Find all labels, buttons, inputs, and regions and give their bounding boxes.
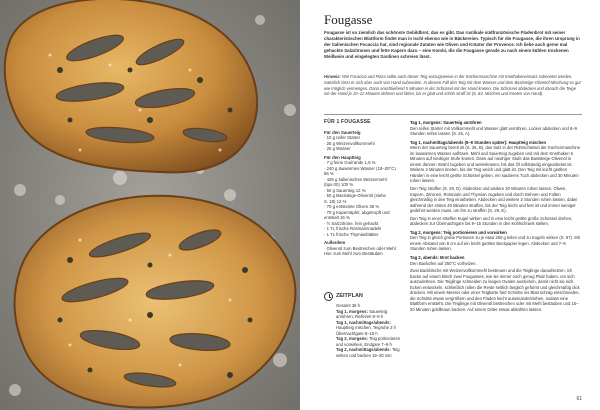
timeline-item-label: Tag 2, nachmittags/abends:: [336, 347, 391, 352]
ingredient-section-head: Außerdem: [324, 240, 346, 245]
recipe-intro: Fougasse ist so ziemlich das schönste Gebildbrot, das es gibt. Das rustikale südfranzösische Fladenbrot mit seiner charakteristischen Blattform findet man in Ischl ebenso wie in Bäckereien. Typisch für die Fougasse, die ihren Ursprung in der italienischen Focaccia hat, sind regionale Zutaten wie Oliven und Kräuter der Provence. Ich liebe auch gerne mal gehackte Salzzitronen und fette Kapern dazu – eine Kombi, die die Fougasse gerade zu nach einem kühlen trockenen Weißwein und eingelegten Sardinen schreien lässt.: [324, 30, 580, 59]
step-text: Den reifen Starter mit Vollkornmehl und Wasser glatt verrühren. Locker abdecken und 8–9 Stunden reifen lassen (S. 26, A).: [410, 125, 577, 137]
ingredient-item: · 240 g lauwarmes Wasser (18–20°C): [324, 165, 396, 171]
timeline-heading-label: ZEITPLAN: [336, 292, 363, 299]
fougasse-bottom: [15, 196, 296, 408]
ingredient-item: · 50 g Sauerteig 12 %: [324, 187, 366, 193]
ingredient-item: 56 %: [324, 171, 334, 176]
step-text: Wenn der Sauerteig bereit ist (S. 26, B), das Salz in der Rührschüssel der Küchenmaschine im lauwarmen Wasser auflösen. Mehl und Sauerteig zugeben und mit dem Knethaken 5 Minuten auf niedriger Stufe kneten. Dann auf niedriger Stufe das Basisteige-Olivenöl in einem dünnen Strahl zugeben und weiterkneten, bis das Öl vollständig eingearbeitet ist. Weitere 2 Minuten kneten, bis der Teig weich und glatt ist. Den Teig mit leicht geölten Händen in eine leicht geölte Schüssel geben, ein sauberes Tuch abdecken und 30 Minuten ruhen lassen.: [410, 145, 581, 184]
ingredient-section-head: Für den Sauerteig: [324, 129, 361, 135]
step-heading: Tag 1, nachmittags/abends (8–9 Stunden später): Hauptteig mischen: [410, 139, 547, 145]
timeline-item-label: Tag 2, morgens:: [336, 336, 369, 341]
instructions: [410, 120, 582, 316]
timeline: [324, 292, 404, 358]
note-label: Hinweis:: [324, 74, 341, 79]
ingredient-item: entstielt 16 %: [324, 215, 350, 220]
step: [410, 140, 582, 227]
step-heading: Tag 2, abends: Brot backen: [410, 255, 465, 261]
timeline-item-text: Teig portionieren und vorwirken, Endgare 7–9 h: [336, 336, 401, 347]
timeline-item-label: Tag 1, nachmittags/abends:: [336, 319, 391, 325]
ingredient-item: · ½ Salzzitrone, fein gehackt: [324, 220, 379, 226]
step: [410, 120, 582, 137]
step-text: Zwei Backbleche mit Weizenvollkornmehl bestreuen und die Teiglinge daraufsetzen, ich backe auf einem Blech zwei Fougasses, wie sie immer noch genug Platz haben, um sich auszudehnen. Die Teiglinge schneiden zu langen Ovalen ausziehen, damit nicht sie sich Ecken entwickeln, schließlich rollen die Reste seitlich länglich geformt und gleichmäßig dick drücken. Mit einem Messer oder einer Teigkarte fünf Schnitte ins Blatt schräg einschneiden, die Schnitte etwas vergrößern und den Fladen leicht auseinanderziehen, sodass eine Blattform entsteht. Die Teiglinge mit Olivenöl bestreichen oder mit Mehl bestäuben und 15–20 Minuten goldbraun backen. Auf einem Gitter etwas abkühlen lassen.: [410, 268, 580, 312]
timeline-item: [324, 347, 404, 358]
timeline-item-text: Sauerteig anrühren, Reifezeit 8–9 h: [336, 308, 388, 319]
ingredient-section-head: Für den Hauptteig: [324, 154, 361, 160]
step-heading: Tag 1, morgens: Sauerteig anrühren: [410, 120, 482, 125]
ingredient-item: · 50 g Basisteige-Olivenöl (siehe: [324, 193, 386, 198]
step-text: Den Teig in einer straffen Kugel wirken und in eine leicht geölte große Schüssel drehen, abdecken zur Übernachtgare bis 8–15 Stunden in den Kühlschrank stellen.: [410, 215, 573, 227]
timeline-intro: Gesamt 36 h: [336, 303, 360, 308]
section-divider: [324, 114, 582, 115]
timeline-item: [324, 309, 404, 320]
timeline-item: [324, 336, 404, 347]
step: [410, 230, 582, 252]
step-text: Den Backofen auf 250°C vorheizen.: [410, 260, 477, 266]
ingredient-item: · 25 g Wasser: [324, 146, 351, 151]
ingredient-item: · 1 TL frische Thymianblätter: [324, 231, 379, 237]
ingredient-list: [324, 120, 404, 257]
step: [410, 255, 582, 312]
step-text: Den Teig straffen (S. 29, D). Abdecken und weitere 30 Minuten ruhen lassen. Oliven, Kapern, Zitronen, Rosmarin und Thymian zugeben und durch Dehnen und Falten gleichmäßig in den Teig einarbeiten. Abdecken und weitere 2 Stunden ruhen lassen, dabei während der ersten 40 Minuten straffen, bis der Teig leicht und fest ist und immer weniger gedehnt werden muss, um ihn zu straffen (S. 29, E).: [410, 186, 578, 214]
note-text: Wie Focaccia und Pizza sollte auch dieser Teig vorzugsweise in der Küchenmaschine mit Knethakeneinsatz zubereitet werden. Natürlich lässt er sich aber auch von Hand zubereiten. In diesem Fall den Teig mit dem Wasser und dem Basisteige-Olivenöl-Mischung so gut wie möglich vermengen. Dann anschließend 5 Minuten in der Schüssel mit der Hand kneten. Die Schüssel abdecken und danach die Teige mit der Hand je 10–12 Minuten dehnen und falten, bis er glatt und schön straff ist (S. 84, Mischen und Kneten von Hand).: [324, 74, 581, 97]
recipe-page: [300, 0, 600, 410]
ingredient-item: (tipo 00) 100 %: [324, 182, 354, 187]
page-number: 61: [576, 396, 582, 402]
ingredient-item: S. 18) 12 %: [324, 198, 347, 204]
ingredient-item: · 7 g feine Guérande 1,6 %: [324, 160, 376, 165]
timeline-heading: [324, 292, 404, 301]
ingredient-item: · 70 g Kapernäpfel, abgetropft und: [324, 209, 390, 215]
recipe-title: Fougasse: [324, 12, 373, 27]
ingredient-item: · Olivenöl zum Bestreichen oder Mehl: [324, 245, 396, 251]
timeline-item-label: Tag 1, morgens:: [336, 308, 369, 314]
step-heading: Tag 2, morgens: Teig portionieren und vorwirken: [410, 229, 507, 235]
timeline-item: [324, 320, 404, 337]
recipe-note: [324, 74, 582, 97]
ingredient-item: Hier zum Mehl zum Bestäuben: [324, 251, 383, 256]
serves-label: FÜR 1 FOUGASSE: [324, 119, 371, 125]
timeline-item-text: Hauptteig mischen, Teigruhe 3 h Übernachtgare 8–15 h: [336, 325, 396, 336]
timeline-item-text: Teig wirken und backen 15–20 min: [336, 347, 400, 358]
step-text: Den Teig in gleich große Portionen zu je etwa 250 g teilen und zu Kugeln wirken (S. 87). Mit einem Abstand von 8 cm auf ein leicht geöltes Backpapier legen. Abdecken und 7–9 Stunden ruhen lassen.: [410, 235, 580, 252]
clock-icon: [324, 292, 333, 301]
ingredient-item: · 1 TL frische Rosmarinnadeln: [324, 226, 382, 231]
ingredient-item: · 25 g Weizenvollkornmehl: [324, 140, 375, 146]
ingredient-item: · 425 g italienisches Weizenmehl: [324, 176, 387, 182]
ingredient-item: · 70 g entsteinte Oliven 35 %: [324, 204, 380, 209]
ingredient-item: · 10 g reifer Starter: [324, 135, 361, 140]
